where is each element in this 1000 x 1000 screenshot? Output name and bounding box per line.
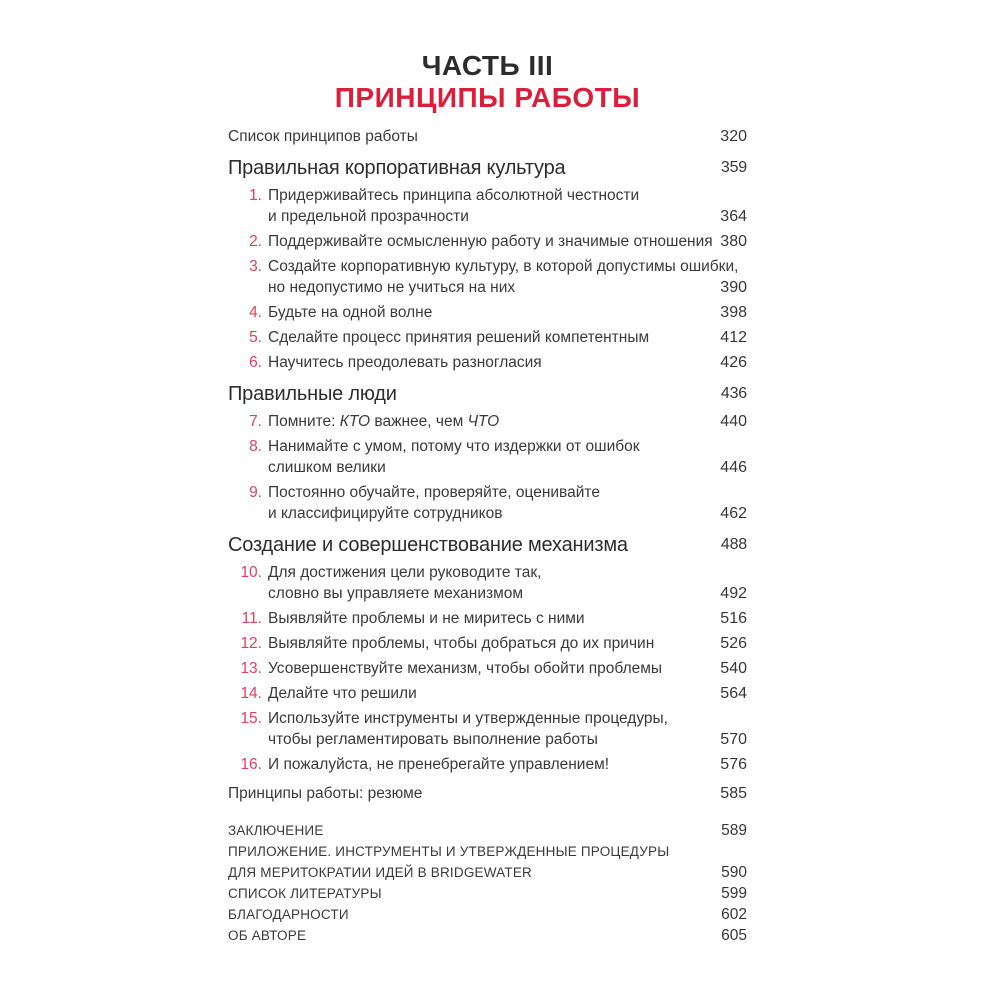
item-text <box>268 562 708 604</box>
item-text <box>268 658 708 679</box>
toc-line: И пожалуйста, не пренебрегайте управлением! <box>268 756 610 773</box>
page-number: 436 <box>720 385 747 402</box>
page-number: 540 <box>720 660 747 677</box>
item-text <box>268 327 708 348</box>
section-title: Правильные люди <box>228 383 397 405</box>
page-number: 564 <box>720 685 747 702</box>
page-number: 599 <box>721 885 747 902</box>
page-number: 602 <box>721 906 747 923</box>
italic-term: КТО <box>339 413 371 430</box>
toc-line: чтобы регламентировать выполнение работы <box>268 731 598 748</box>
item-number: 3. <box>249 258 262 275</box>
toc-item <box>228 482 747 524</box>
toc-line: Используйте инструменты и утвержденные процедуры, <box>268 710 668 727</box>
item-text <box>268 608 708 629</box>
toc-line: Помните: КТО важнее, чем ЧТО <box>268 413 500 430</box>
toc-line: Выявляйте проблемы и не миритесь с ними <box>268 610 585 627</box>
toc-item <box>228 754 747 775</box>
item-number: 15. <box>240 710 262 727</box>
toc-item <box>228 185 747 227</box>
toc-item <box>228 683 747 704</box>
toc-backmatter <box>228 820 747 946</box>
toc-intro-row <box>228 126 747 147</box>
toc-sections <box>228 155 747 775</box>
section-title: Правильная корпоративная культура <box>228 157 566 179</box>
page-number: 359 <box>720 159 747 176</box>
item-number: 6. <box>249 354 262 371</box>
item-number: 2. <box>249 233 262 250</box>
toc-section-heading <box>228 381 747 407</box>
backmatter-entry <box>228 925 747 946</box>
toc-line: ДЛЯ МЕРИТОКРАТИИ ИДЕЙ В BRIDGEWATER <box>228 865 532 880</box>
page-number: 605 <box>721 927 747 944</box>
backmatter-entry <box>228 883 747 904</box>
toc-item <box>228 436 747 478</box>
toc-item <box>228 302 747 323</box>
toc-intro-label: Список принципов работы <box>228 128 418 145</box>
toc-line: Усовершенствуйте механизм, чтобы обойти проблемы <box>268 660 663 677</box>
toc-line: Нанимайте с умом, потому что издержки от ошибок <box>268 438 640 455</box>
backmatter-text <box>228 883 709 904</box>
toc-content <box>228 0 747 946</box>
item-text <box>268 754 708 775</box>
toc-line: СПИСОК ЛИТЕРАТУРЫ <box>228 886 382 901</box>
toc-line: Для достижения цели руководите так, <box>268 564 542 581</box>
toc-section-heading <box>228 155 747 181</box>
toc-line: слишком велики <box>268 459 386 476</box>
toc-item <box>228 608 747 629</box>
toc-item <box>228 256 747 298</box>
item-text <box>268 708 708 750</box>
item-number: 7. <box>249 413 262 430</box>
page-number: 412 <box>720 329 747 346</box>
toc-summary-label: Принципы работы: резюме <box>228 785 423 802</box>
page-number: 380 <box>720 233 747 250</box>
item-text <box>268 683 708 704</box>
page-number: 585 <box>720 785 747 802</box>
backmatter-entry <box>228 841 747 883</box>
page-number: 390 <box>720 279 747 296</box>
item-number: 8. <box>249 438 262 455</box>
page-number: 398 <box>720 304 747 321</box>
toc-line: Постоянно обучайте, проверяйте, оценивайте <box>268 484 600 501</box>
page-number: 440 <box>720 413 747 430</box>
toc-section-heading <box>228 532 747 558</box>
item-number: 5. <box>249 329 262 346</box>
item-number: 14. <box>240 685 262 702</box>
page-number: 492 <box>720 585 747 602</box>
item-text <box>268 482 708 524</box>
part-header <box>228 0 747 114</box>
page-number: 426 <box>720 354 747 371</box>
page-number: 516 <box>720 610 747 627</box>
item-text <box>268 633 708 654</box>
item-number: 11. <box>241 610 262 627</box>
page-number: 320 <box>720 128 747 145</box>
page-number: 570 <box>720 731 747 748</box>
toc-item <box>228 327 747 348</box>
item-text <box>268 436 708 478</box>
page-number: 590 <box>721 864 747 881</box>
part-title: ПРИНЦИПЫ РАБОТЫ <box>334 82 641 113</box>
item-text <box>268 185 708 227</box>
toc-line: Придерживайтесь принципа абсолютной честности <box>268 187 640 204</box>
item-number: 4. <box>249 304 262 321</box>
toc-line: но недопустимо не учиться на них <box>268 279 516 296</box>
toc-line: ОБ АВТОРЕ <box>228 928 307 943</box>
section-title: Создание и совершенствование механизма <box>228 534 628 556</box>
toc-item <box>228 352 747 373</box>
toc-item <box>228 658 747 679</box>
toc-line: Выявляйте проблемы, чтобы добраться до их причин <box>268 635 655 652</box>
page-number: 589 <box>721 822 747 839</box>
backmatter-text <box>228 820 709 841</box>
item-text <box>268 352 708 373</box>
item-number: 16. <box>240 756 262 773</box>
toc-line: и предельной прозрачности <box>268 208 469 225</box>
toc-line: словно вы управляете механизмом <box>268 585 524 602</box>
toc-line: Будьте на одной волне <box>268 304 433 321</box>
backmatter-text <box>228 904 709 925</box>
toc-item <box>228 231 747 252</box>
item-text <box>268 302 708 323</box>
toc-line: Создайте корпоративную культуру, в которой допустимы ошибки, <box>268 258 739 275</box>
backmatter-entry <box>228 904 747 925</box>
toc-line: ПРИЛОЖЕНИЕ. ИНСТРУМЕНТЫ И УТВЕРЖДЕННЫЕ ПРОЦЕДУРЫ <box>228 844 670 859</box>
item-text <box>268 411 708 432</box>
toc-line: Научитесь преодолевать разногласия <box>268 354 542 371</box>
toc-item <box>228 411 747 432</box>
page-number: 488 <box>720 536 747 553</box>
toc-item <box>228 562 747 604</box>
toc-item <box>228 708 747 750</box>
page-number: 446 <box>720 459 747 476</box>
toc-line: БЛАГОДАРНОСТИ <box>228 907 349 922</box>
item-number: 10. <box>240 564 262 581</box>
page-number: 576 <box>720 756 747 773</box>
page-number: 462 <box>720 505 747 522</box>
item-number: 9. <box>249 484 262 501</box>
italic-term: ЧТО <box>467 413 500 430</box>
backmatter-text <box>228 925 709 946</box>
part-label: ЧАСТЬ III <box>421 50 554 81</box>
page-number: 526 <box>720 635 747 652</box>
backmatter-entry <box>228 820 747 841</box>
toc-summary-row <box>228 783 747 804</box>
page-number: 364 <box>720 208 747 225</box>
toc-item <box>228 633 747 654</box>
item-number: 13. <box>240 660 262 677</box>
item-number: 1. <box>249 187 262 204</box>
toc-line: и классифицируйте сотрудников <box>268 505 503 522</box>
item-number: 12. <box>240 635 262 652</box>
toc-line: ЗАКЛЮЧЕНИЕ <box>228 823 324 838</box>
item-text <box>268 231 713 252</box>
toc-line: Поддерживайте осмысленную работу и значимые отношения <box>268 233 713 250</box>
backmatter-text <box>228 841 709 883</box>
toc-line: Делайте что решили <box>268 685 417 702</box>
toc-line: Сделайте процесс принятия решений компетентным <box>268 329 650 346</box>
